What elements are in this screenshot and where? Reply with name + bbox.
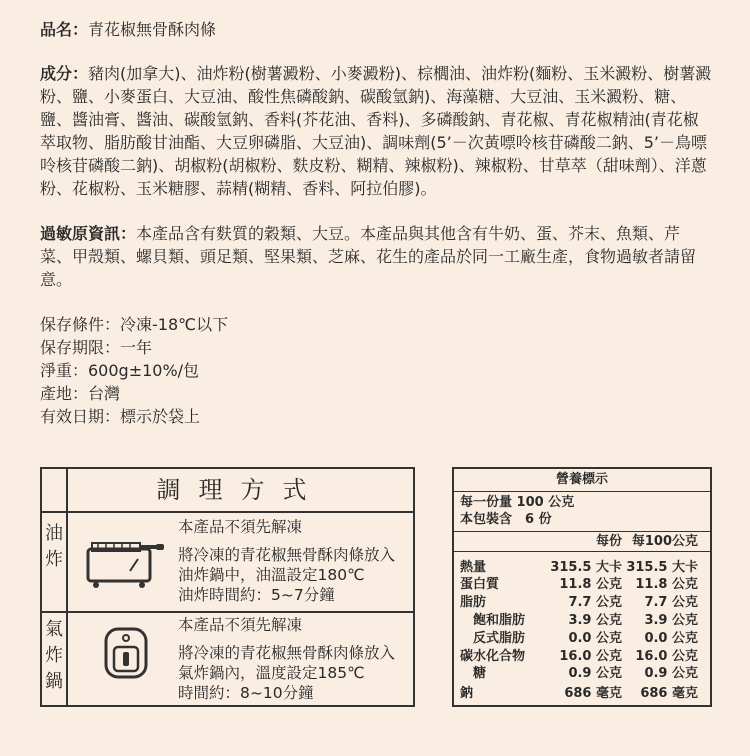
air-fryer-icon [104, 627, 148, 679]
product-name-label: 品名： [40, 20, 89, 39]
air-fry-instructions [178, 615, 395, 703]
shelf-life: 保存期限：一年 [40, 338, 153, 357]
nutrient-per-100g: 7.7 公克 [644, 595, 698, 610]
deep-fry-line-3: 油炸鍋中，油溫設定180℃ [178, 566, 365, 584]
air-fry-line-2: 將冷凍的青花椒無骨酥肉條放入 [178, 644, 396, 662]
storage-condition: 保存條件：冷凍-18℃以下 [40, 315, 229, 334]
cooking-row-deep-fry [42, 511, 413, 613]
nutrient-per-serving: 3.9 公克 [568, 613, 622, 628]
nutrient-per-serving: 686 毫克 [564, 686, 622, 701]
deep-fry-instructions [178, 517, 395, 605]
nutrition-row [454, 630, 710, 647]
ingredients-value: 豬肉(加拿大)、油炸粉(樹薯澱粉、小麥澱粉)、棕櫚油、油炸粉(麵粉、玉米澱粉、樹薯澱粉、鹽、小麥蛋白、大豆油、酸性焦磷酸鈉、碳酸氫鈉)、海藻糖、大豆油、玉米澱粉、糖、鹽、醬油膏、醬油、碳酸氫鈉、香料(芥花油、香料)、多磷酸鈉、青花椒、青花椒精油(青花椒萃取物、脂肪酸甘油酯、大豆卵磷脂、大豆油)、調味劑(5’－次黃嘌呤核苷磷酸二鈉、5’－鳥嘌呤核苷磷酸二鈉)、胡椒粉(胡椒粉、麩皮粉、糊精、辣椒粉)、辣椒粉、甘草萃（甜味劑）、洋蔥粉、花椒粉、玉米糖膠、蒜精(糊精、香料、阿拉伯膠)。 [40, 64, 712, 198]
product-name-value: 青花椒無骨酥肉條 [88, 20, 217, 39]
nutrient-name: 鈉 [460, 686, 474, 701]
servings-per-package: 本包裝含 6 份 [460, 512, 552, 527]
nutrition-facts-table [452, 467, 712, 707]
nutrition-title: 營養標示 [454, 469, 710, 492]
nutrient-name: 飽和脂肪 [460, 613, 526, 628]
nutrition-row [454, 612, 710, 629]
expiry-date: 有效日期：標示於袋上 [40, 407, 201, 426]
cooking-method-table [40, 467, 415, 707]
ingredients [40, 62, 712, 200]
air-fry-line-4: 時間約：8~10分鐘 [178, 684, 314, 702]
deep-fry-line-2: 將冷凍的青花椒無骨酥肉條放入 [178, 546, 396, 564]
nutrient-name: 脂肪 [460, 595, 487, 610]
col-header-per-serving: 每份 [595, 534, 622, 549]
nutrition-row [454, 685, 710, 702]
nutrient-per-100g: 0.0 公克 [644, 631, 698, 646]
storage-info [40, 313, 712, 428]
net-weight: 淨重：600g±10%/包 [40, 361, 200, 380]
nutrition-row [454, 648, 710, 665]
deep-fry-line-1: 本產品不須先解凍 [178, 518, 303, 536]
nutrient-per-serving: 315.5 大卡 [550, 560, 622, 575]
nutrient-name: 熱量 [460, 560, 487, 575]
col-header-per-100g: 每100公克 [631, 534, 698, 549]
nutrition-row [454, 559, 710, 576]
serving-size: 每一份量 100 公克 [460, 495, 575, 510]
nutrient-per-100g: 0.9 公克 [644, 666, 698, 681]
serving-info [460, 494, 574, 528]
cooking-header [42, 469, 413, 513]
nutrient-per-100g: 16.0 公克 [635, 649, 698, 664]
method-label-air-fry: 氣炸鍋 [45, 619, 63, 692]
nutrient-per-100g: 11.8 公克 [635, 577, 698, 592]
nutrient-name: 反式脂肪 [460, 631, 526, 646]
ingredients-label: 成分： [40, 64, 89, 83]
nutrient-per-serving: 0.0 公克 [568, 631, 622, 646]
nutrient-per-100g: 3.9 公克 [644, 613, 698, 628]
nutrient-per-100g: 686 毫克 [640, 686, 698, 701]
deep-fry-line-4: 油炸時間約：5~7分鐘 [178, 586, 335, 604]
allergen-info [40, 222, 712, 291]
nutrient-per-serving: 7.7 公克 [568, 595, 622, 610]
method-label-deep-fry: 油炸 [45, 523, 63, 570]
product-name [40, 18, 712, 41]
allergen-label: 過敏原資訊： [40, 224, 137, 243]
nutrient-per-serving: 0.9 公克 [568, 666, 622, 681]
nutrient-name: 蛋白質 [460, 577, 500, 592]
nutrition-row [454, 665, 710, 682]
nutrient-per-100g: 315.5 大卡 [626, 560, 698, 575]
nutrient-name: 碳水化合物 [460, 649, 526, 664]
nutrient-per-serving: 16.0 公克 [559, 649, 622, 664]
deep-fryer-icon [86, 541, 166, 589]
origin: 產地：台灣 [40, 384, 121, 403]
nutrient-name: 糖 [460, 666, 487, 681]
allergen-value: 本產品含有麩質的穀類、大豆。本產品與其他含有牛奶、蛋、芥末、魚類、芹菜、甲殼類、螺貝類、頭足類、堅果類、芝麻、花生的產品於同一工廠生產，食物過敏者請留意。 [40, 224, 697, 289]
air-fry-line-1: 本產品不須先解凍 [178, 616, 303, 634]
air-fry-line-3: 氣炸鍋內，溫度設定185℃ [178, 664, 365, 682]
nutrient-per-serving: 11.8 公克 [559, 577, 622, 592]
cooking-row-air-fry [42, 613, 413, 705]
cooking-title: 調理方式 [66, 469, 413, 511]
nutrition-row [454, 594, 710, 611]
nutrition-row [454, 576, 710, 593]
